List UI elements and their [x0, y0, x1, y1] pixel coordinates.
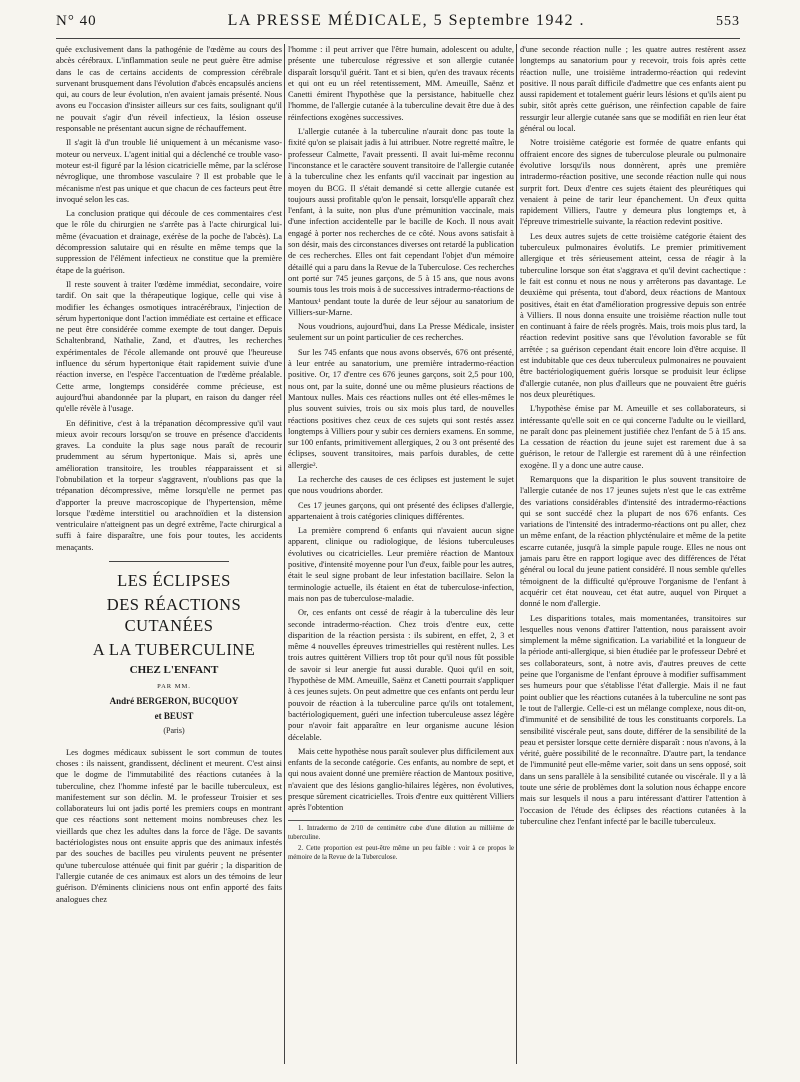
paragraph: Ces 17 jeunes garçons, qui ont présenté des éclipses d'allergie, appartenaient à trois catégories cliniques différentes.	[288, 500, 514, 521]
column-2	[288, 44, 514, 1064]
paragraph: Il s'agit là d'un trouble lié uniquement à un mécanisme vaso-moteur ou nerveux. L'agent initial qui a déclenché ce trouble vaso-moteur est-il figuré par la lésion cicatricielle même, par la sclérose névroglique, une thrombose vasculaire ? Il est probable que le mécanisme n'est pas unique et que chacun de ces facteurs peut être invoqué selon les cas.	[56, 138, 282, 204]
issue-number: N° 40	[56, 13, 97, 29]
paragraph: Les dogmes médicaux subissent le sort commun de toutes choses : ils naissent, grandissent, déclinent et meurent. C'est ainsi que le dogme de l'immutabilité des réactions cutanées à la tuberculine, chez l'homme infesté par le bacille tuberculeux, est manifestement sur son déclin. M. le professeur Troisier et ses collaborateurs lui ont jadis porté les premiers coups en montrant que ces réactions sont nettement moins nombreuses chez les vieillards que chez les adultes dans la force de l'âge. De savants bactériologistes nous ont ensuite appris que des animaux infestés par des souches de bacilles peu virulents peuvent ne présenter qu'une tuberculose atténuée qui finit par guérir ; la disparition de l'allergie cutanée de ces animaux est alors un des témoins de leur guérison. D'éminents cliniciens nous ont enfin apporté des faits analogues chez	[56, 747, 282, 904]
column-1	[56, 44, 282, 1064]
page-header	[56, 12, 740, 34]
paragraph: Les deux autres sujets de cette troisième catégorie étaient des tuberculeux pulmonaires évolutifs. Le premier primitivement allergique et très sérieusement atteint, cessa de réagir à la tuberculine lorsque son état s'aggrava et qu'il devint cachectique : le fait est connu et nous ne nous y arrêterons pas davantage. Le deuxième qui présenta, tout d'abord, deux réactions de Mantoux positives, était en état d'amélioration progressive depuis son entrée à Villiers. Il nous donna ensuite une troisième réaction nulle tout en continuant à faire de réels progrès. Mais, trois mois plus tard, la réaction redevint positive sans que l'évolution favorable se fût arrêtée ; sa guérison cependant était encore loin d'être acquise. Il est indubitable que ces deux tuberculeux pulmonaires ne pouvaient être bactériologiquement guéris lorsque se produisit leur éclipse d'allergie cutanée, non plus d'ailleurs que ne pouvaient être guéris nos deux pleurétiques.	[520, 231, 746, 399]
column-divider-1	[284, 44, 285, 1064]
paragraph: l'homme : il peut arriver que l'être humain, adolescent ou adulte, présente une tuberculose régressive et son allergie cutanée disparaît lorsqu'il guérit. Tant et si bien, qu'en des travaux récents et qui ont eu un réel retentissement, MM. Ameuille, Saënz et Canetti émirent l'hypothèse que la persistance, habituelle chez l'homme, de l'allergie cutanée à la tuberculine devait être due à des réinfections exogènes successives.	[288, 45, 514, 122]
paragraph: Nous voudrions, aujourd'hui, dans La Presse Médicale, insister seulement sur un point particulier de ces recherches.	[288, 322, 514, 343]
paragraph: Mais cette hypothèse nous paraît soulever plus difficilement aux enfants de la seconde catégorie. Ces enfants, au nombre de sept, et qui nous avaient donné une première réaction de Mantoux positive, n'avaient que des lésions ganglio-hilaires légères, non évolutives, presque sûrement cicatricielles. Trois d'entre eux quittèrent Villiers après l'obtention	[288, 746, 514, 813]
paragraph: Sur les 745 enfants que nous avons observés, 676 ont présenté, à leur entrée au sanatorium, une première intradermo-réaction positive. Or, 17 d'entre ces 676 jeunes garçons, soit 2,5 pour 100, nous ont, par la suite, donné une ou même plusieurs réactions de Mantoux nulles. Mais ces réactions nulles ont été elles-mêmes le plus souvent suivies, trois ou six mois plus tard, de nouvelles réactions positives chez ceux de ces sujets qui sont restés assez longtemps à Villiers pour y subir ces derniers examens. En somme, sur 100 enfants, primitivement allergiques, 2 ou 3 ont présenté des éclipses, souvent transitoires, mais parfois durables, de cette allergie².	[288, 347, 514, 470]
paragraph: d'une seconde réaction nulle ; les quatre autres restèrent assez longtemps au sanatorium pour y recevoir, trois fois après cette réaction nulle, une troisième intradermo-réaction qui redevint positive. Il nous paraît difficile d'admettre que ces enfants aient pu aussi rapidement et totalement guérir leurs lésions et qu'ils aient pu subir, sitôt après cette guérison, une réinfection capable de faire ressurgir leur allergie cutanée sans que se modifiât en rien leur état général ou local.	[520, 45, 746, 134]
paragraph: Or, ces enfants ont cessé de réagir à la tuberculine dès leur seconde intradermo-réaction. Chez trois d'entre eux, cette disparition de la réaction persista : ils subirent, en effet, 2, 3 et même 4 nouvelles épreuves trimestrielles qui restèrent nulles. Les trois autres quittèrent Villiers trop tôt pour qu'il nous fût possible de savoir si leur anergie fut aussi durable. Quoi qu'il en soit, l'hypothèse de MM. Ameuille, Saënz et Canetti pourrait s'appliquer à ces jeunes sujets. On peut admettre que ces enfants ont perdu leur pouvoir de réaction à la tuberculine parce qu'ils ont totalement, bactériologiquement, guéri une infection tuberculeuse assez légère pour n'avoir fait apparaître en leur organisme aucune lésion décelable.	[288, 608, 514, 742]
article-title-line-2: DES RÉACTIONS CUTANÉES	[106, 595, 242, 636]
footnotes	[288, 820, 514, 862]
paragraph: L'hypothèse émise par M. Ameuille et ses collaborateurs, si intéressante qu'elle soit en ce qui concerne l'adulte ou le vieillard, ne paraît donc pas pleinement justifiée chez l'enfant de 5 à 15 ans. La cessation de réaction du jeune sujet est rarement due à sa guérison, le retour de l'allergie est rarement dû à une réinfection exogène. Il y a donc une autre cause.	[520, 404, 746, 470]
paragraph: La conclusion pratique qui découle de ces commentaires c'est que le rôle du chirurgien ne s'arrête pas à l'acte chirurgical lui-même (évacuation et drainage, exérèse de la poche de l'abcès). La décompression salutaire qui en résulte en même temps que la suppression de l'élément infectieux ne constitue que la première étape de la guérison.	[56, 209, 282, 275]
byline-authors-2: et BEUST	[154, 711, 194, 722]
paragraph: Les disparitions totales, mais momentanées, transitoires sur lesquelles nous venons d'attirer l'attention, nous paraissent avoir simplement la même signification. La variabilité et la longueur de la période anti-allergique, si bien étudiée par le professeur Debré et ses collaborateurs, sont, à notre avis, d'autres preuves de cette peine que l'organisme de l'enfant éprouve à modifier suffisamment ses humeurs pour que s'établisse l'état d'allergie. Mais il ne faut point oublier que les réactions cutanées à la tuberculine ne sont pas le tout de l'allergie. Celle-ci est un mélange complexe, nous dit-on, d'immunité et de sensibilité de tous les constituants corporels. La sensibilité viscérale peut, sans doute, différer de la sensibilité de la peau et persister lorsque cette dernière disparaît : nous n'avons, à la vérité, guère possibilité de le reconnaître. D'autre part, la tendance de l'immunité peut elle-même varier, soit dans un sens opposé, soit dans un sens parallèle à la sensibilité cutanée ou viscérale. Il y a là toute une série de problèmes dont la solution nous échappe encore mais sur lesquels il nous a paru intéressant d'attirer l'attention à l'occasion de l'étude des éclipses des réactions cutanées à la tuberculine chez l'enfant infecté par le bacille tuberculeux.	[520, 613, 746, 826]
article-subtitle: CHEZ L'ENFANT	[129, 664, 219, 677]
page-number: 553	[716, 14, 740, 29]
paragraph: Notre troisième catégorie est formée de quatre enfants qui offraient encore des signes de tuberculose pleurale ou pulmonaire évolutive lorsqu'ils nous donnèrent, après une première intradermo-réaction positive, une seconde réaction nulle qui nous surprit fort. Deux d'entre ces sujets étaient des pleurétiques qui venaient à peine de tarir leur épanchement. Un d'eux quitta rapidement Villiers, l'autre y demeura plus longtemps et, à l'épreuve trimestrielle suivante, la réaction redevint positive.	[520, 138, 746, 227]
article-title-block	[56, 570, 282, 737]
paragraph: En définitive, c'est à la trépanation décompressive qu'il vaut mieux avoir recours lorsqu'on se trouve en présence d'accidents graves. La conduite la plus sage nous paraît de recourir prudemment au sérum hypertonique. Mais si, après une amélioration transitoire, les troubles réapparaissent et si l'obnubilation et la torpeur s'aggravent, n'oublions pas que la trépanation décompressive, même lorsqu'elle ne permet pas d'apporter la preuve macroscopique de l'hypertension, même lorsque l'œdème interstitiel ou arachnoïdien et la distension ventriculaire n'atteignent pas un degré extrême, l'acte chirurgical a suffi à faire disparaître, une fois pour toutes, les accidents menaçants.	[56, 418, 282, 552]
footnote: 1. Intradermo de 2/10 de centimètre cube d'une dilution au millième de tuberculine.	[288, 824, 514, 841]
paragraph: La première comprend 6 enfants qui n'avaient aucun signe apparent, clinique ou radiologique, de lésions tuberculeuses évolutives ou cicatricielles. Leur première réaction de Mantoux positive, d'intensité moyenne pour l'un d'eux, faible pour les autres, était le seul signe probant de leur infestation bacillaire. Selon la terminologie actuelle, ils étaient en état de tuberculose-infection, mais non pas de tuberculose-maladie.	[288, 526, 514, 603]
paragraph: Remarquons que la disparition le plus souvent transitoire de l'allergie cutanée de nos 17 jeunes sujets n'est que le cas extrême des variations considérables d'intensité des intradermo-réactions qui se sont succédé chez la plupart de nos 676 enfants. Ces variations de l'intensité des intradermo-réactions ont pu aller, chez un même enfant, de la réaction phlycténulaire et même de la petite escarre cutanée, jusqu'à la simple papule rouge. Elles ne nous ont jamais paru être en rapport logique avec des différences de l'état général ou local du jeune patient considéré. Il nous semble qu'elles témoignent de la difficulté qu'éprouve l'organisme de l'enfant à acquérir cet état nouveau, cet état autre, auquel von Pirquet a donné le nom d'allergie.	[520, 474, 746, 609]
paragraph: quée exclusivement dans la pathogénie de l'œdème au cours des abcès cérébraux. L'inflammation seule ne peut guère être admise dans le cas de certains accidents de compression cérébrale survenant brusquement dans l'évolution d'abcès encapsulés anciens qui, au cours de leur évolution, n'en avaient jamais présenté. Nous avons eu l'occasion d'insister ailleurs sur ces faits, soulignant qu'il ne pouvait s'agir d'un réveil infectieux, la lésion osseuse responsable ne présentant aucun signe de réchauffement.	[56, 45, 282, 134]
section-rule	[109, 561, 229, 562]
footnote: 2. Cette proportion est peut-être même un peu faible : voir à ce propos le mémoire de la Revue de la Tuberculose.	[288, 844, 514, 861]
article-title-line-3: A LA TUBERCULINE	[92, 640, 256, 660]
paragraph: La recherche des causes de ces éclipses est justement le sujet que nous voudrions aborder.	[288, 474, 514, 496]
paragraph: Il reste souvent à traiter l'œdème immédiat, secondaire, voire tardif. On sait que la thérapeutique logique, celle qui vise à modifier les échanges osmotiques intracérébraux, l'injection de sérum hypertonique dont l'action immédiate est certaine et efficace ne peut être considérée comme exempte de tout danger. Depuis Schaltenbrand, Nathalie, Zand, et d'autres, les recherches expérimentales de l'école allemande ont prouvé que l'heureuse influence du sérum hypertonique était rapidement suivie d'une réaction inverse, en l'espèce l'accentuation de l'œdème préalable. Cette arme, longtemps considérée comme précieuse, est aujourd'hui abandonnée par la plupart, en raison du danger réel qu'elle révèle à l'usage.	[56, 279, 282, 414]
column-divider-2	[516, 44, 517, 1064]
byline-prefix: PAR MM.	[157, 683, 191, 691]
byline-authors-1: André BERGERON, BUCQUOY	[109, 696, 239, 707]
header-rule	[56, 38, 740, 39]
column-3	[520, 44, 746, 1064]
journal-title: LA PRESSE MÉDICALE, 5 Septembre 1942 .	[227, 12, 586, 29]
article-title-line-1: LES ÉCLIPSES	[117, 571, 231, 591]
byline-location: (Paris)	[163, 726, 185, 736]
paragraph: L'allergie cutanée à la tuberculine n'aurait donc pas toute la fixité qu'on se plaisait jadis à lui attribuer. Notre regretté maître, le professeur Calmette, l'avait pressenti. Il avait lui-même reconnu l'inconstance et le caractère souvent transitoire de l'allergie cutanée à la tuberculine chez les enfants qu'il vaccinait par ingestion au moyen du BCG. Il s'était demandé si cette allergie cutanée est toujours aussi profitable qu'on le pensait, lorsqu'elle apparaît chez l'enfant, à la suite, non plus d'une prémunition vaccinale, mais d'une infection accidentelle par le bacille de Koch. Il nous avait engagé à porter nos recherches de ce côté. Nous avons satisfait à son désir, mais des circonstances diverses ont retardé la publication de ces recherches. Elles ont fait cependant l'objet d'un mémoire détaillé qui a paru dans la Revue de la Tuberculose. Ces recherches ont porté sur 745 jeunes garçons, de 5 à 15 ans, que nous avons soumis tous les trois mois à de successives intradermo-réactions de Mantoux¹ pendant toute la durée de leur séjour au sanatorium de Villiers-sur-Marne.	[288, 127, 514, 317]
